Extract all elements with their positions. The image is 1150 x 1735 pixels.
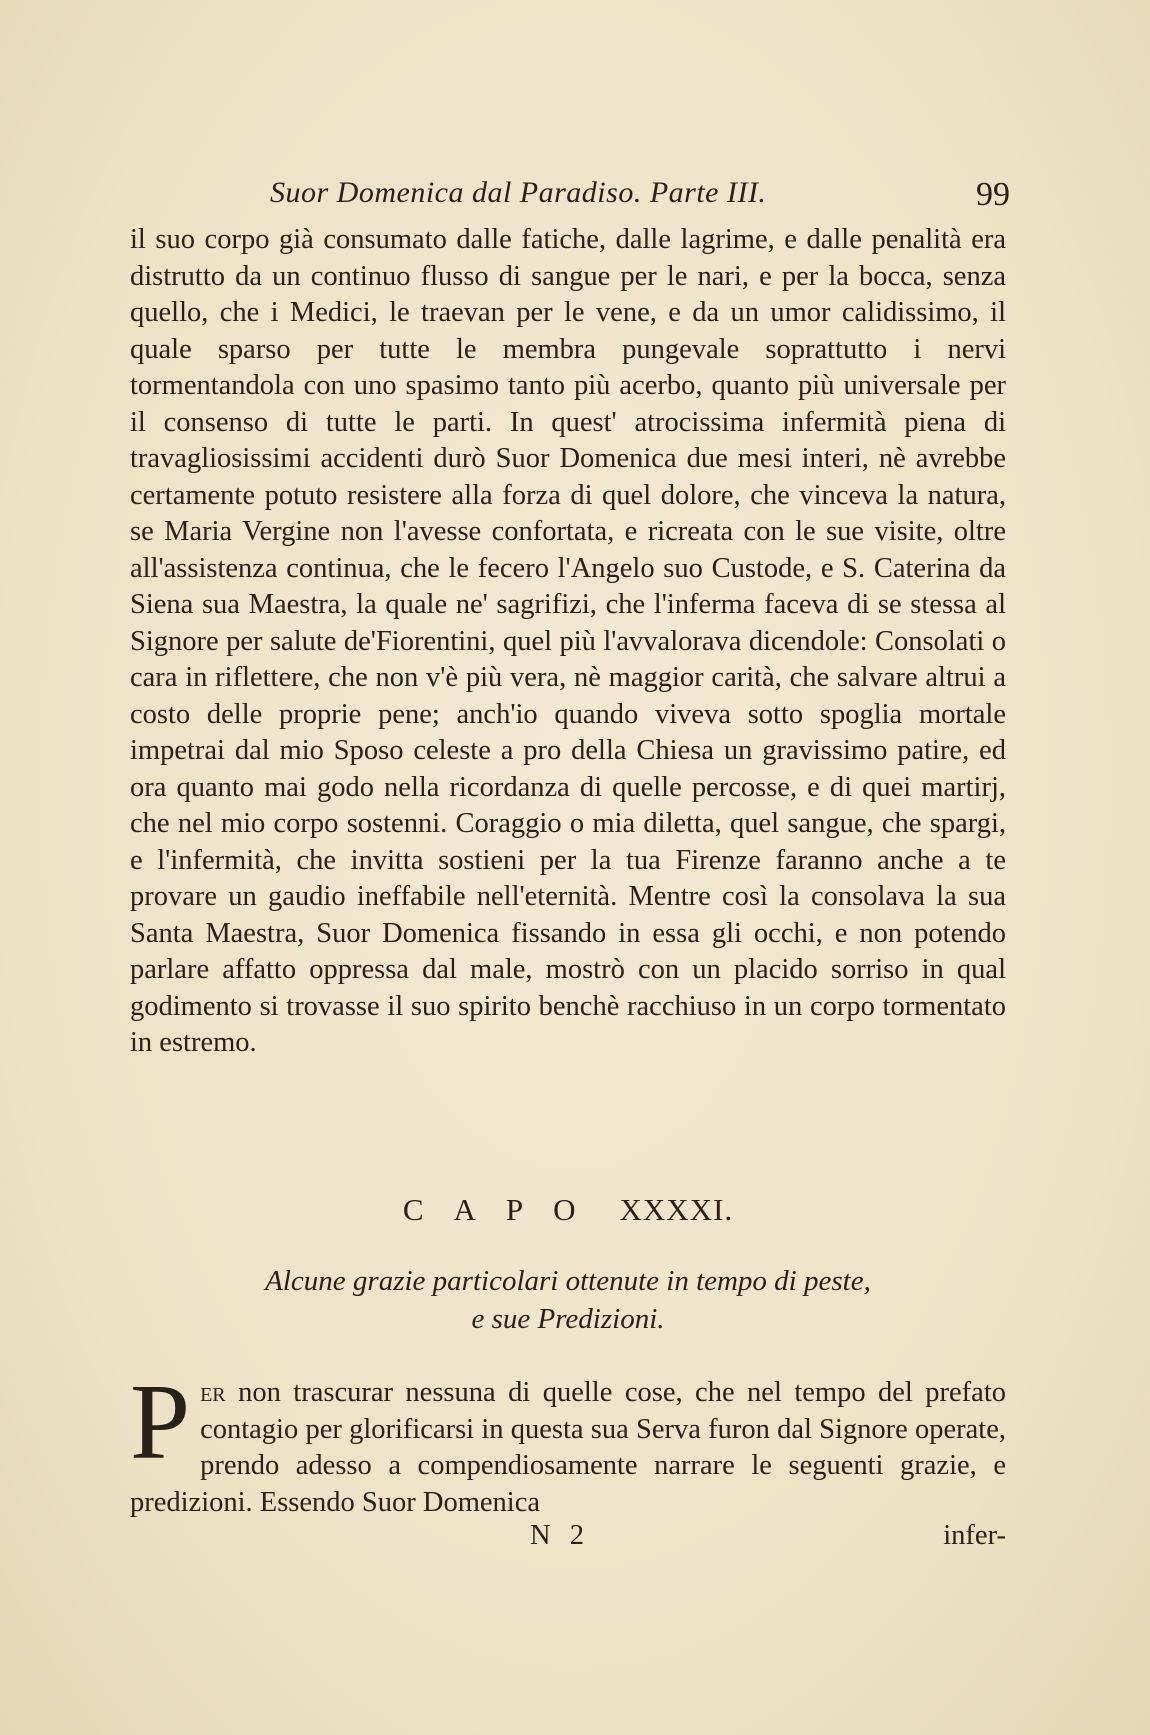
main-text-block — [130, 222, 1006, 1062]
page-footer — [130, 1520, 1006, 1560]
chapter-label: CAPO — [402, 1192, 606, 1227]
section-text-block — [130, 1363, 1006, 1521]
section-paragraph: non trascurar nessuna di quelle cose, che nel tempo del prefato contagio per glorificarsi in questa sua Serva furon dal Signore operate, prendo adesso a compendiosamente narrare le seguenti grazie, e predizioni. Essendo Suor Domenica — [130, 1377, 1006, 1518]
body-paragraph: il suo corpo già consumato dalle fatiche, dalle lagrime, e dalle penalità era distrutto da un continuo flusso di sangue per le nari, e per la bocca, senza quello, che i Medici, le traevan per le vene, e da un umor calidissimo, il quale sparso per tutte le membra pungevale soprattutto i nervi tormentandola con uno spasimo tanto più acerbo, quanto più universale per il consenso di tutte le parti. In quest' atrocissima infermità piena di travagliosissimi accidenti durò Suor Domenica due mesi interi, nè avrebbe certamente potuto resistere alla forza di quel dolore, che vinceva la natura, se Maria Vergine non l'avesse confortata, e ricreata con le sue visite, oltre all'assistenza continua, che le fecero l'Angelo suo Custode, e S. Caterina da Siena sua Maestra, la quale ne' sagrifizi, che l'inferma faceva di se stessa al Signore per salute de'Fiorentini, quel più l'avvalorava dicendole: Consolati o cara in riflettere, che non v'è più vera, nè maggior carità, che salvare altrui a costo delle proprie pene; anch'io quando viveva sotto spoglia mortale impetrai dal mio Sposo celeste a pro della Chiesa un gravissimo patire, ed ora quanto mai godo nella ricordanza di quelle percosse, e di quei martirj, che nel mio corpo sostenni. Coraggio o mia diletta, quel sangue, che spargi, e l'infermità, che invitta sostieni per la tua Firenze faranno anche a te provare un gaudio ineffabile nell'eternità. Mentre così la consolava la sua Santa Maestra, Suor Domenica fissando in essa gli occhi, e non potendo parlare affatto oppressa dal male, mostrò con un placido sorriso in qual godimento si trovasse il suo spirito benchè racchiuso in un corpo tormentato in estremo. — [130, 224, 1006, 1058]
chapter-heading — [130, 1192, 1006, 1228]
chapter-subtitle — [130, 1262, 1006, 1338]
signature-mark: N 2 — [530, 1520, 590, 1551]
catchword: infer- — [943, 1520, 1006, 1551]
page-number: 99 — [976, 176, 1010, 213]
chapter-number: XXXXI. — [619, 1192, 734, 1227]
running-title: Suor Domenica dal Paradiso. Parte III. — [270, 176, 767, 209]
page-header — [130, 176, 1010, 220]
chapter-subtitle-line-1: Alcune grazie particolari ottenute in tempo di peste, — [265, 1265, 871, 1297]
first-word-rest: er — [200, 1377, 226, 1408]
drop-cap: P — [130, 1363, 191, 1482]
chapter-subtitle-line-2: e sue Predizioni. — [471, 1303, 665, 1335]
